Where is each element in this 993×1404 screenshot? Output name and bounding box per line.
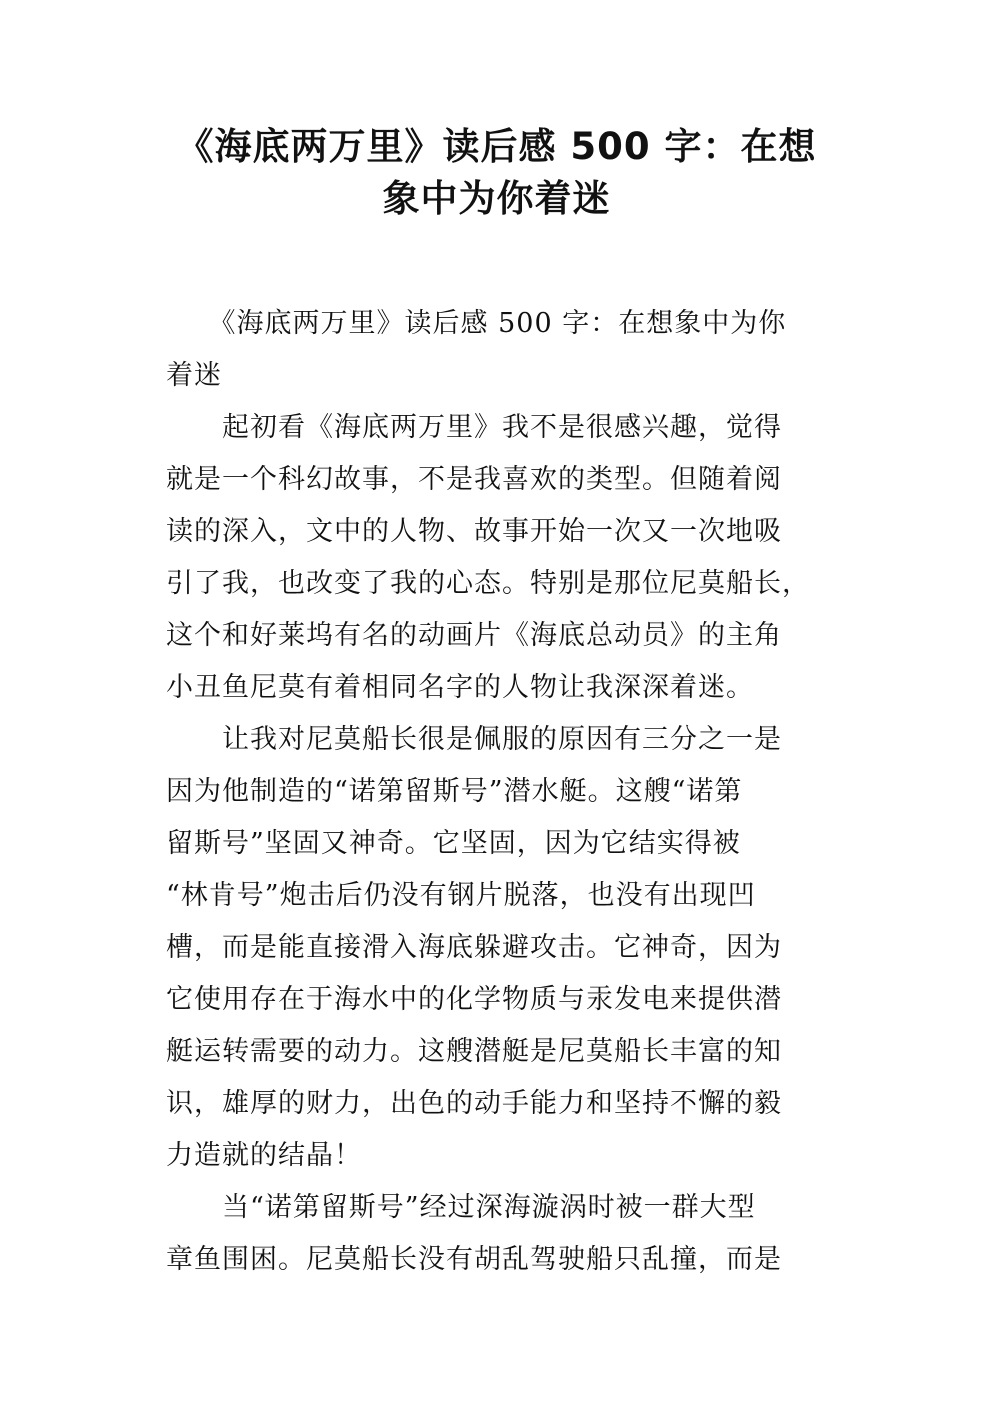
text-line: 槽，而是能直接滑入海底躲避攻击。它神奇，因为: [166, 932, 782, 963]
text-line: 起初看《海底两万里》我不是很感兴趣，觉得: [166, 412, 782, 443]
text-line: 因为他制造的“诺第留斯号”潜水艇。这艘“诺第: [166, 776, 743, 807]
text-line: 着迷: [166, 360, 222, 391]
text-line: 引了我，也改变了我的心态。特别是那位尼莫船长，: [166, 568, 810, 599]
page-title-line-2: 象中为你着迷: [382, 177, 611, 220]
text-line: 它使用存在于海水中的化学物质与汞发电来提供潜: [166, 984, 782, 1015]
text-line: 留斯号”坚固又神奇。它坚固，因为它结实得被: [166, 828, 741, 859]
text-line: 这个和好莱坞有名的动画片《海底总动员》的主角: [166, 620, 782, 651]
text-line: 《海底两万里》读后感 500 字：在想象中为你: [166, 308, 787, 339]
text-line: “林肯号”炮击后仍没有钢片脱落，也没有出现凹: [166, 880, 756, 911]
text-line: 章鱼围困。尼莫船长没有胡乱驾驶船只乱撞，而是: [166, 1244, 782, 1275]
text-line: 力造就的结晶！: [166, 1140, 362, 1171]
text-line: 识，雄厚的财力，出色的动手能力和坚持不懈的毅: [166, 1088, 782, 1119]
text-line: 艇运转需要的动力。这艘潜艇是尼莫船长丰富的知: [166, 1036, 782, 1067]
text-line: 当“诺第留斯号”经过深海漩涡时被一群大型: [166, 1192, 756, 1223]
text-line: 让我对尼莫船长很是佩服的原因有三分之一是: [166, 724, 782, 755]
text-line: 小丑鱼尼莫有着相同名字的人物让我深深着迷。: [166, 672, 754, 703]
text-line: 就是一个科幻故事，不是我喜欢的类型。但随着阅: [166, 464, 782, 495]
text-line: 读的深入，文中的人物、故事开始一次又一次地吸: [166, 516, 782, 547]
body-text: [166, 298, 846, 1286]
page-title-line-1: 《海底两万里》读后感 500 字：在想: [176, 125, 817, 168]
